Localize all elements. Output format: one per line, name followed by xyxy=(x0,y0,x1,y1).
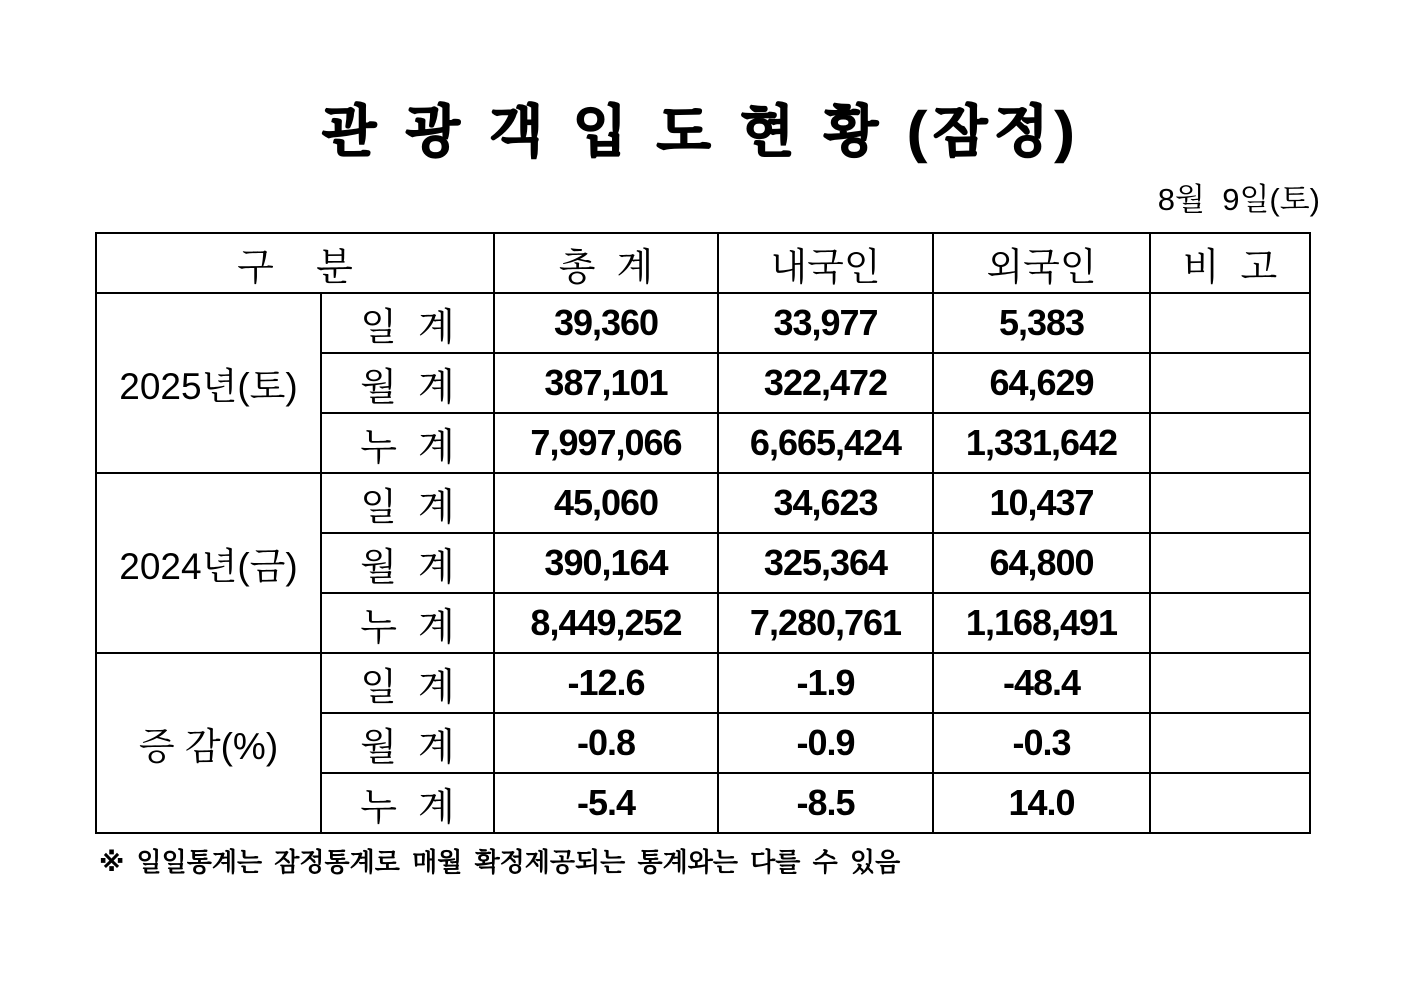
header-remarks: 비 고 xyxy=(1150,233,1310,293)
foreign-cell: 1,168,491 xyxy=(933,593,1150,653)
foreign-cell: -0.3 xyxy=(933,713,1150,773)
domestic-cell: 6,665,424 xyxy=(718,413,933,473)
period-cell: 일 계 xyxy=(321,473,494,533)
foreign-cell: 64,800 xyxy=(933,533,1150,593)
table-row xyxy=(96,653,1310,713)
domestic-cell: -0.9 xyxy=(718,713,933,773)
total-cell: -12.6 xyxy=(494,653,718,713)
period-cell: 월 계 xyxy=(321,533,494,593)
table-row xyxy=(96,473,1310,533)
total-cell: -5.4 xyxy=(494,773,718,833)
domestic-cell: 34,623 xyxy=(718,473,933,533)
total-cell: 45,060 xyxy=(494,473,718,533)
period-cell: 일 계 xyxy=(321,293,494,353)
period-cell: 누 계 xyxy=(321,773,494,833)
total-cell: 390,164 xyxy=(494,533,718,593)
remarks-cell xyxy=(1150,413,1310,473)
total-cell: 39,360 xyxy=(494,293,718,353)
foreign-cell: 10,437 xyxy=(933,473,1150,533)
period-cell: 일 계 xyxy=(321,653,494,713)
total-cell: 387,101 xyxy=(494,353,718,413)
domestic-cell: 7,280,761 xyxy=(718,593,933,653)
remarks-cell xyxy=(1150,773,1310,833)
header-category: 구 분 xyxy=(96,233,494,293)
total-cell: 7,997,066 xyxy=(494,413,718,473)
report-date: 8월 9일(토) xyxy=(1157,182,1320,217)
header-row xyxy=(96,233,1310,293)
header-foreign: 외국인 xyxy=(933,233,1150,293)
total-cell: 8,449,252 xyxy=(494,593,718,653)
header-domestic: 내국인 xyxy=(718,233,933,293)
domestic-cell: -8.5 xyxy=(718,773,933,833)
remarks-cell xyxy=(1150,293,1310,353)
domestic-cell: 325,364 xyxy=(718,533,933,593)
remarks-cell xyxy=(1150,473,1310,533)
change-label: 증 감(%) xyxy=(96,653,321,833)
year-label-2024: 2024년(금) xyxy=(96,473,321,653)
domestic-cell: 33,977 xyxy=(718,293,933,353)
foreign-cell: 14.0 xyxy=(933,773,1150,833)
foreign-cell: 1,331,642 xyxy=(933,413,1150,473)
remarks-cell xyxy=(1150,353,1310,413)
table-row xyxy=(96,293,1310,353)
period-cell: 월 계 xyxy=(321,353,494,413)
page-title: 관 광 객 입 도 현 황 (잠정) xyxy=(321,100,1082,163)
header-total: 총 계 xyxy=(494,233,718,293)
remarks-cell xyxy=(1150,533,1310,593)
remarks-cell xyxy=(1150,713,1310,773)
period-cell: 월 계 xyxy=(321,713,494,773)
remarks-cell xyxy=(1150,593,1310,653)
foreign-cell: 64,629 xyxy=(933,353,1150,413)
tourist-arrival-table xyxy=(95,232,1311,834)
foreign-cell: -48.4 xyxy=(933,653,1150,713)
remarks-cell xyxy=(1150,653,1310,713)
footnote: ※ 일일통계는 잠정통계로 매월 확정제공되는 통계와는 다를 수 있음 xyxy=(99,847,901,877)
domestic-cell: -1.9 xyxy=(718,653,933,713)
domestic-cell: 322,472 xyxy=(718,353,933,413)
period-cell: 누 계 xyxy=(321,593,494,653)
year-label-2025: 2025년(토) xyxy=(96,293,321,473)
period-cell: 누 계 xyxy=(321,413,494,473)
total-cell: -0.8 xyxy=(494,713,718,773)
foreign-cell: 5,383 xyxy=(933,293,1150,353)
